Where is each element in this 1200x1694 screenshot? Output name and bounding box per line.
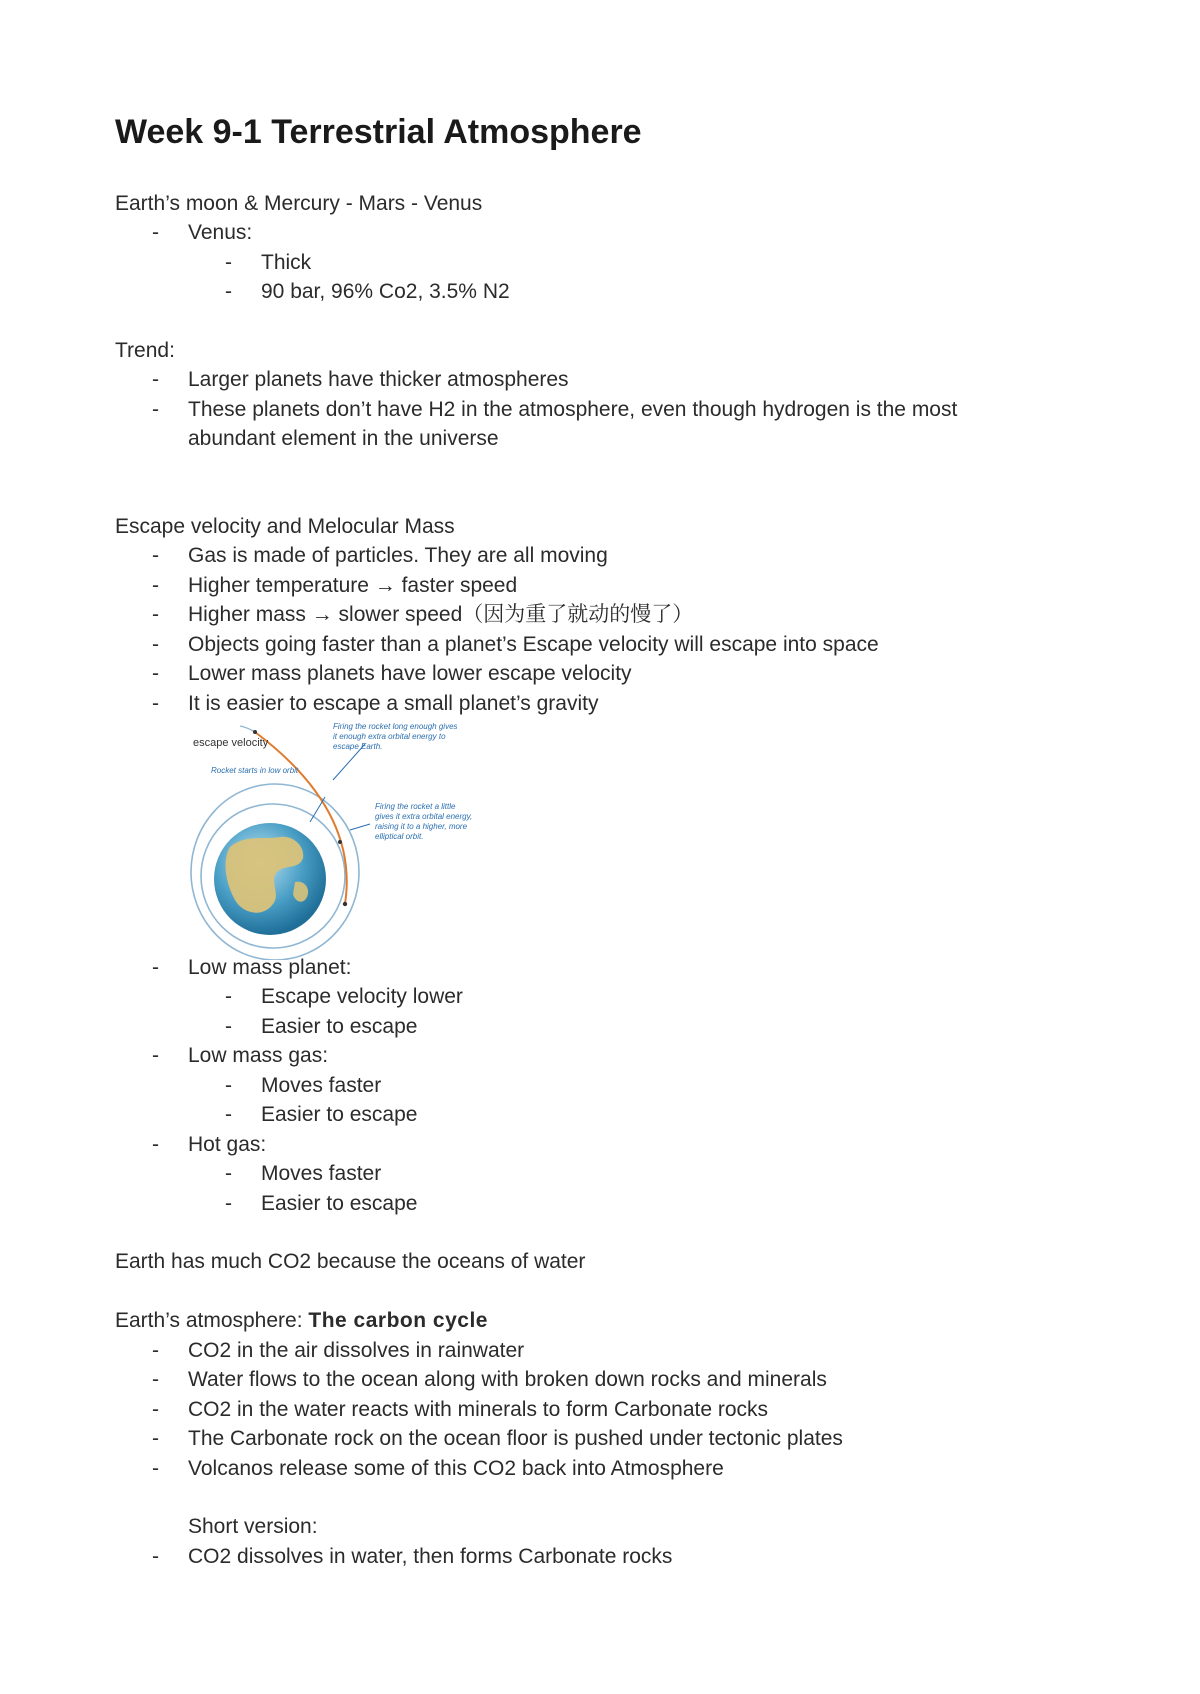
pointer-line (350, 824, 370, 830)
bullet-dash: - (225, 280, 232, 303)
venus-item: 90 bar, 96% Co2, 3.5% N2 (261, 280, 510, 303)
bullet-dash: - (225, 251, 232, 274)
bullet-dash: - (152, 633, 159, 656)
bullet-dash: - (152, 1368, 159, 1391)
rocket-low-orbit-label: Rocket starts in low orbit (211, 766, 299, 775)
page-title: Week 9-1 Terrestrial Atmosphere (115, 113, 642, 151)
escape-velocity-diagram (185, 722, 475, 960)
venus-label: Venus: (188, 221, 253, 244)
hot-gas-label: Hot gas: (188, 1133, 267, 1156)
short-version-item: CO2 dissolves in water, then forms Carbonate rocks (188, 1545, 673, 1568)
venus-item: Thick (261, 251, 312, 274)
bullet-dash: - (152, 1457, 159, 1480)
escape-velocity-label: escape velocity (193, 737, 269, 749)
escape-item: It is easier to escape a small planet’s gravity (188, 692, 599, 715)
carbon-item: The Carbonate rock on the ocean floor is pushed under tectonic plates (188, 1427, 843, 1450)
trend-item-continued: abundant element in the universe (188, 427, 499, 450)
hot-gas-item: Moves faster (261, 1162, 382, 1185)
escape-trajectory-upper (240, 726, 255, 732)
escape-item: Lower mass planets have lower escape velocity (188, 662, 632, 685)
carbon-cycle-heading (115, 1306, 488, 1335)
bullet-dash: - (152, 603, 159, 626)
bullet-dash: - (225, 1103, 232, 1126)
low-mass-gas-item: Easier to escape (261, 1103, 418, 1126)
carbon-item: Volcanos release some of this CO2 back into Atmosphere (188, 1457, 724, 1480)
trend-item: Larger planets have thicker atmospheres (188, 368, 569, 391)
carbon-item: Water flows to the ocean along with broken down rocks and minerals (188, 1368, 827, 1391)
rocket-marker (338, 840, 342, 844)
bullet-dash: - (152, 1545, 159, 1568)
hot-gas-item: Easier to escape (261, 1192, 418, 1215)
bullet-dash: - (152, 662, 159, 685)
low-mass-planet-item: Escape velocity lower (261, 985, 463, 1008)
low-mass-gas-label: Low mass gas: (188, 1044, 329, 1067)
fire-long-caption: Firing the rocket long enough gives it enough extra orbital energy to escape Earth. (333, 722, 458, 751)
bullet-dash: - (152, 956, 159, 979)
short-version-label: Short version: (188, 1515, 318, 1538)
bullet-dash: - (152, 1133, 159, 1156)
carbon-heading-prefix: Earth’s atmosphere: (115, 1309, 309, 1332)
bullet-dash: - (225, 1162, 232, 1185)
bullet-dash: - (152, 1398, 159, 1421)
low-mass-planet-label: Low mass planet: (188, 956, 352, 979)
rocket-marker (253, 730, 257, 734)
bullet-dash: - (152, 544, 159, 567)
trend-item: These planets don’t have H2 in the atmosphere, even though hydrogen is the most (188, 398, 958, 421)
intro-heading: Earth’s moon & Mercury - Mars - Venus (115, 192, 483, 215)
rocket-marker (343, 902, 347, 906)
low-mass-planet-item: Easier to escape (261, 1015, 418, 1038)
carbon-item: CO2 in the water reacts with minerals to form Carbonate rocks (188, 1398, 769, 1421)
bullet-dash: - (225, 1015, 232, 1038)
fire-little-caption: Firing the rocket a little gives it extra orbital energy, raising it to a higher, more elliptical orbit. (375, 802, 473, 841)
bullet-dash: - (152, 398, 159, 421)
bullet-dash: - (152, 574, 159, 597)
bullet-dash: - (152, 1427, 159, 1450)
escape-item: Objects going faster than a planet’s Escape velocity will escape into space (188, 633, 879, 656)
escape-item: Gas is made of particles. They are all moving (188, 544, 608, 567)
bullet-dash: - (152, 1044, 159, 1067)
earth-co2-statement: Earth has much CO2 because the oceans of water (115, 1250, 586, 1273)
escape-heading: Escape velocity and Melocular Mass (115, 515, 455, 538)
bullet-dash: - (152, 692, 159, 715)
bullet-dash: - (152, 221, 159, 244)
carbon-heading-bold: The carbon cycle (308, 1309, 488, 1332)
carbon-item: CO2 in the air dissolves in rainwater (188, 1339, 525, 1362)
bullet-dash: - (225, 1074, 232, 1097)
escape-item: Higher temperature → faster speed (188, 574, 518, 597)
escape-item: Higher mass → slower speed（因为重了就动的慢了） (188, 603, 694, 626)
bullet-dash: - (152, 1339, 159, 1362)
pointer-line (310, 797, 325, 822)
trend-heading: Trend: (115, 339, 175, 362)
bullet-dash: - (225, 1192, 232, 1215)
bullet-dash: - (152, 368, 159, 391)
low-mass-gas-item: Moves faster (261, 1074, 382, 1097)
bullet-dash: - (225, 985, 232, 1008)
